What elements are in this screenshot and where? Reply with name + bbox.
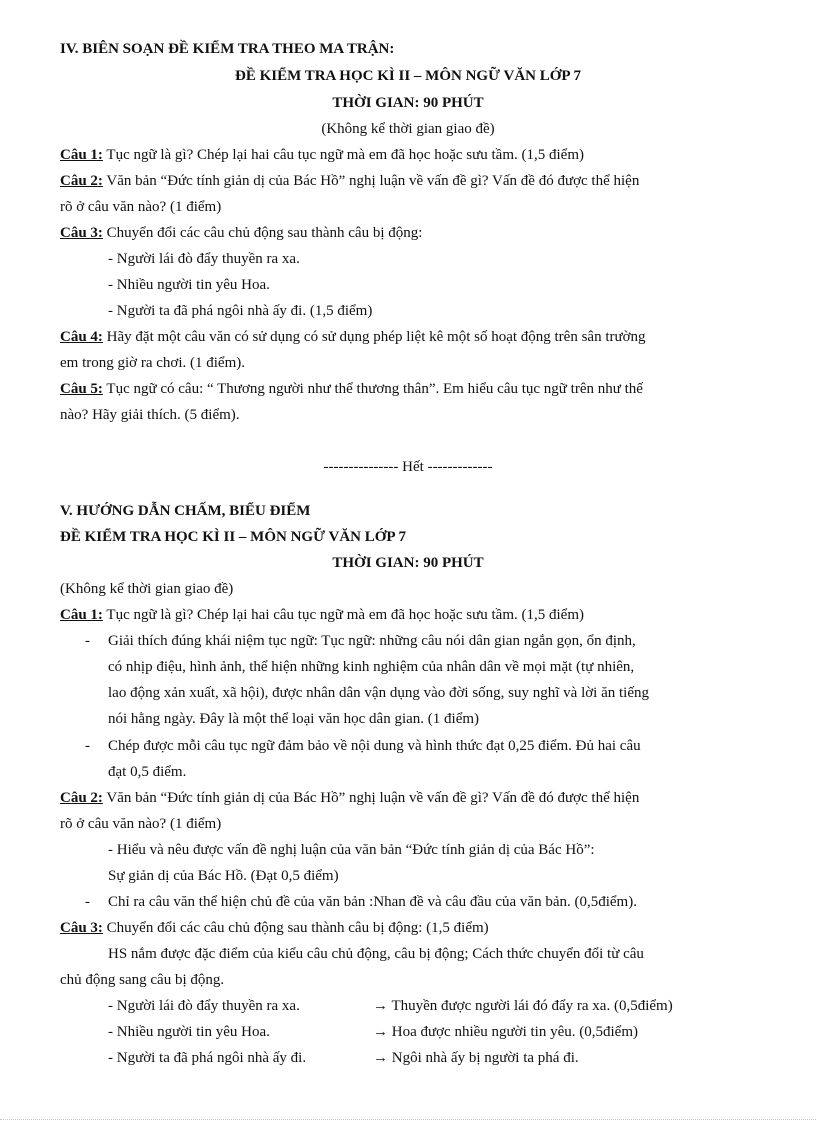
question-text: Hãy đặt một câu văn có sử dụng có sử dụng phép liệt kê một số hoạt động trên sân trường [102,329,646,345]
s5-q3-row-left: - Nhiều người tin yêu Hoa. [108,1024,270,1040]
s4-question-4 [60,327,646,347]
section4-heading: IV. BIÊN SOẠN ĐỀ KIỂM TRA THEO MA TRẬN: [60,41,395,57]
s5-question-2-cont: rõ ở câu văn nào? (1 điểm) [60,816,222,832]
question-label: Câu 2: [60,173,103,189]
s5-q1-b1-line: lao động xản xuất, xã hội), được nhân dân vận dụng vào đời sống, suy nghĩ và lời ăn tiếng [108,685,649,701]
bullet-dash: - [85,633,90,649]
question-text: Chuyển đổi các câu chủ động sau thành câu bị động: (1,5 điểm) [102,920,489,936]
s5-q1-b1-line: có nhịp điệu, hình ảnh, thể hiện những kinh nghiệm của nhân dân về mọi mặt (tự nhiên, [108,659,635,675]
s4-question-3 [60,223,422,243]
question-label: Câu 3: [60,225,103,241]
question-text: Chuyển đổi các câu chủ động sau thành câu bị động: [102,225,423,241]
s4-question-4-cont: em trong giờ ra chơi. (1 điểm). [60,355,245,371]
page-bottom-border [0,1119,816,1120]
s5-q1-b2-line: đạt 0,5 điểm. [108,764,187,780]
bullet-dash: - [85,894,90,910]
s5-q3-row-right: → Thuyền được người lái đó đẩy ra xa. (0,5điểm) [373,998,673,1014]
question-label: Câu 3: [60,920,103,936]
s5-q2-answer-cont: Sự giản dị của Bác Hồ. (Đạt 0,5 điểm) [108,868,339,884]
s4-question-2-cont: rõ ở câu văn nào? (1 điểm) [60,199,222,215]
s5-q3-row-left: - Người ta đã phá ngôi nhà ấy đi. [108,1050,307,1066]
s5-question-1 [60,605,584,625]
s5-q2-bullet: Chỉ ra câu văn thể hiện chủ đề của văn bản :Nhan đề và câu đầu của văn bản. (0,5điểm). [108,894,637,910]
question-label: Câu 2: [60,790,103,806]
section5-title: ĐỀ KIỂM TRA HỌC KÌ II – MÔN NGỮ VĂN LỚP 7 [60,529,407,545]
s5-q1-b1-line: Giải thích đúng khái niệm tục ngữ: Tục ngữ: những câu nói dân gian ngắn gọn, ổn định, [108,633,636,649]
question-label: Câu 1: [60,147,103,163]
s4-question-5-cont: nào? Hãy giải thích. (5 điểm). [60,407,240,423]
question-label: Câu 5: [60,381,103,397]
s4-question-2 [60,171,639,191]
bullet-dash: - [85,738,90,754]
s5-q3-row-left: - Người lái đò đẩy thuyền ra xa. [108,998,300,1014]
s5-question-2 [60,788,639,808]
section4-title: ĐỀ KIỂM TRA HỌC KÌ II – MÔN NGỮ VĂN LỚP 7 [234,68,581,84]
s5-q3-paragraph: HS nắm được đặc điểm của kiểu câu chủ động, câu bị động; Cách thức chuyển đổi từ câu [108,946,644,962]
section4-note: (Không kể thời gian giao đề) [321,121,495,137]
question-label: Câu 1: [60,607,103,623]
question-text: Văn bản “Đức tính giản dị của Bác Hồ” nghị luận về vấn đề gì? Vấn đề đó được thể hiện [102,790,640,806]
question-label: Câu 4: [60,329,103,345]
question-text: Tục ngữ là gì? Chép lại hai câu tục ngữ mà em đã học hoặc sưu tầm. (1,5 điểm) [102,147,584,163]
s5-q3-row-right: → Ngôi nhà ấy bị người ta phá đi. [373,1050,579,1066]
s5-q1-b2-line: Chép được mỗi câu tục ngữ đảm bảo về nội dung và hình thức đạt 0,25 điểm. Đủ hai câu [108,738,641,754]
s5-q3-paragraph-cont: chủ động sang câu bị động. [60,972,225,988]
question-text: Văn bản “Đức tính giản dị của Bác Hồ” nghị luận về vấn đề gì? Vấn đề đó được thể hiện [102,173,640,189]
s4-q3-item: - Người lái đò đẩy thuyền ra xa. [108,251,300,267]
s4-q3-item: - Người ta đã phá ngôi nhà ấy đi. (1,5 điểm) [108,303,373,319]
s5-q3-row-right: → Hoa được nhiều người tin yêu. (0,5điểm) [373,1024,638,1040]
s5-q2-answer: - Hiểu và nêu được vấn đề nghị luận của văn bản “Đức tính giản dị của Bác Hồ”: [108,842,595,858]
s4-q3-item: - Nhiều người tin yêu Hoa. [108,277,270,293]
s4-question-1 [60,145,584,165]
section5-heading: V. HƯỚNG DẪN CHẤM, BIỂU ĐIỂM [60,503,311,519]
section4-time: THỜI GIAN: 90 PHÚT [332,95,484,111]
s4-question-5 [60,379,643,399]
question-text: Tục ngữ là gì? Chép lại hai câu tục ngữ mà em đã học hoặc sưu tầm. (1,5 điểm) [102,607,584,623]
question-text: Tục ngữ có câu: “ Thương người như thể thương thân”. Em hiểu câu tục ngữ trên như thế [102,381,643,397]
s5-q1-b1-line: nói hằng ngày. Đây là một thể loại văn học dân gian. (1 điểm) [108,711,480,727]
s5-question-3 [60,918,489,938]
section5-note: (Không kể thời gian giao đề) [60,581,234,597]
section5-time: THỜI GIAN: 90 PHÚT [332,555,484,571]
end-marker: --------------- Hết ------------- [323,459,493,475]
